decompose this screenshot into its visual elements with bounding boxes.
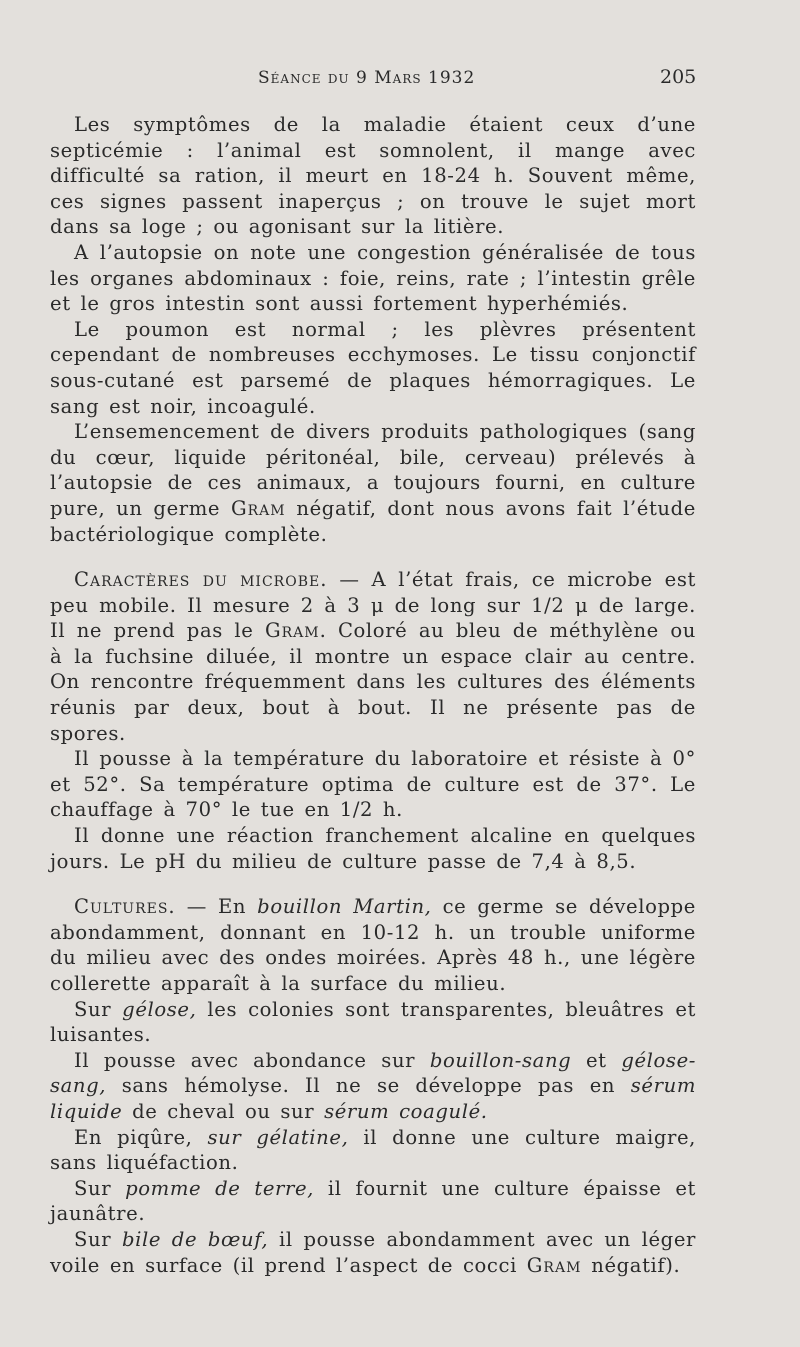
italic-term: bile de bœuf, bbox=[121, 1227, 269, 1251]
italic-term: sérum liquide bbox=[50, 1074, 696, 1123]
italic-term: gélose, bbox=[122, 997, 197, 1021]
text-run: L’ensemencement de divers produits pathologiques (sang du cœur, liquide péritonéal, bile, cerveau) prélevés à l’autopsie de ces animaux, a toujours fourni, en culture pure, un germe bbox=[50, 420, 696, 520]
italic-term: pomme de terre, bbox=[125, 1176, 314, 1200]
paragraph-temperature: Il pousse à la température du laboratoire et résiste à 0° et 52°. Sa température optima de culture est de 37°. Le chauffage à 70° le tue en 1/2 h. bbox=[50, 747, 696, 822]
italic-term: gélose-sang, bbox=[50, 1048, 696, 1098]
text-run: — A l’état frais, ce microbe est peu mobile. Il mesure 2 à 3 μ de long sur 1/2 μ de large. Il ne prend pas le bbox=[50, 568, 697, 643]
text-run: négatif). bbox=[581, 1253, 681, 1277]
paragraph-seeding bbox=[50, 419, 696, 547]
italic-term: bouillon Martin, bbox=[257, 895, 432, 919]
page-number: 205 bbox=[660, 66, 697, 88]
paragraph-autopsy: A l’autopsie on note une congestion généralisée de tous les organes abdominaux : foie, reins, rate ; l’intestin grêle et le gros intestin sont aussi fortement hyperhémiés. bbox=[50, 240, 696, 316]
italic-term: sur gélatine, bbox=[207, 1125, 349, 1149]
paragraph-microbe-characteristics bbox=[50, 567, 696, 746]
text-run: il pousse abondamment avec un léger voile en surface (il prend l’aspect de cocci bbox=[50, 1227, 696, 1277]
paragraph-bile bbox=[50, 1227, 696, 1278]
text-run: Il pousse avec abondance sur bbox=[74, 1048, 430, 1072]
text-run: et bbox=[571, 1048, 622, 1072]
italic-term: sérum coagulé. bbox=[324, 1099, 488, 1123]
text-run: les colonies sont transparentes, bleuâtres et luisantes. bbox=[50, 997, 696, 1047]
gram-term: Gram bbox=[264, 619, 320, 643]
italic-term: bouillon-sang bbox=[429, 1048, 572, 1072]
text-run: de cheval ou sur bbox=[122, 1099, 325, 1123]
text-run: il donne une culture maigre, sans liquéfaction. bbox=[50, 1125, 696, 1175]
paragraph-potato bbox=[50, 1176, 696, 1227]
text-run: il fournit une culture épaisse et jaunâtre. bbox=[50, 1176, 696, 1226]
text-run: En piqûre, bbox=[74, 1125, 208, 1149]
text-run: Sur bbox=[74, 1227, 122, 1251]
running-title: Séance du 9 Mars 1932 bbox=[258, 68, 476, 88]
text-run: ce germe se développe abondamment, donnant en 10-12 h. un trouble uniforme du milieu avec des ondes moirées. Après 48 h., une légère collerette apparaît à la surface du milieu. bbox=[50, 895, 696, 995]
text-run: Sur bbox=[74, 997, 123, 1021]
body-text bbox=[50, 112, 696, 1278]
text-run: — En bbox=[175, 895, 258, 919]
paragraph-gelose bbox=[50, 997, 696, 1048]
paragraph-blood-media bbox=[50, 1048, 696, 1125]
paragraph-symptoms: Les symptômes de la maladie étaient ceux d’une septicémie : l’animal est somnolent, il mange avec difficulté sa ration, il meurt en 18-24 h. Souvent même, ces signes passent inaperçus ; on trouve le sujet mort dans sa loge ; ou agonisant sur la litière. bbox=[50, 113, 696, 239]
page-header bbox=[0, 62, 800, 92]
gram-term: Gram bbox=[526, 1253, 582, 1277]
text-run: sans hémolyse. Il ne se développe pas en bbox=[106, 1074, 631, 1098]
paragraph-cultures bbox=[50, 894, 696, 996]
section-heading: Caractères du microbe. bbox=[74, 568, 328, 592]
paragraph-ph: Il donne une réaction franchement alcaline en quelques jours. Le pH du milieu de culture passe de 7,4 à 8,5. bbox=[50, 824, 696, 873]
paragraph-gelatine bbox=[50, 1125, 696, 1176]
text-run: . Coloré au bleu de méthylène ou à la fuchsine diluée, il montre un espace clair au centre. On rencontre fréquemment dans les cultures des éléments réunis par deux, bout à bout. Il ne présente pas de spores. bbox=[50, 619, 696, 745]
gram-term: Gram bbox=[230, 496, 286, 520]
paragraph-lungs: Le poumon est normal ; les plèvres présentent cependant de nombreuses ecchymoses. Le tissu conjonctif sous-cutané est parsemé de plaques hémorragiques. Le sang est noir, incoagulé. bbox=[50, 317, 696, 418]
text-run: Sur bbox=[74, 1176, 126, 1200]
text-run: négatif, dont nous avons fait l’étude bactériologique complète. bbox=[50, 496, 696, 546]
section-heading: Cultures. bbox=[74, 895, 176, 919]
